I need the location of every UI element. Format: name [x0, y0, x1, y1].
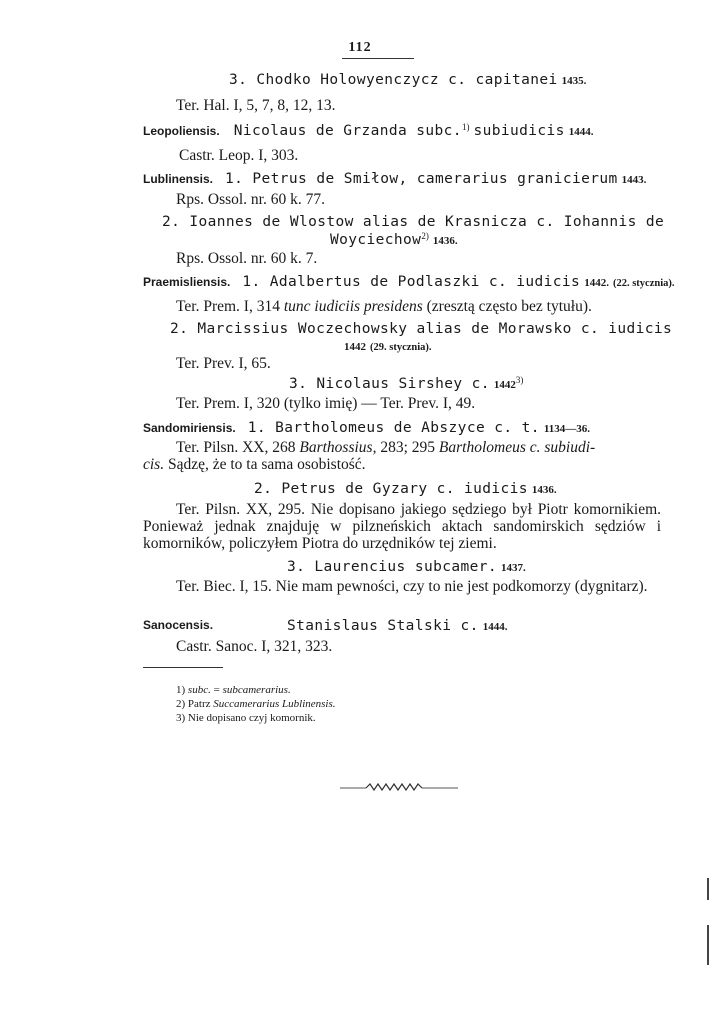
region-label-sanocensis: Sanocensis. — [143, 618, 214, 632]
entry-praemisliensis-2-line1: 2. Marcissius Woczechowsky alias de Morawsko c. iudicis — [170, 321, 673, 337]
footnote-mark: 1) — [176, 684, 186, 696]
entry-reference: Rps. Ossol. nr. 60 k. 77. — [176, 191, 325, 208]
entry-year: 1444. — [482, 621, 508, 633]
note-part: 283; 295 — [380, 439, 436, 456]
ref-part: Ter. Prem. I, 314 — [176, 298, 280, 315]
note-part-italic: cis. — [143, 456, 165, 473]
entry-name: Stanislaus Stalski c. — [287, 618, 479, 634]
scan-edge-mark — [707, 878, 709, 900]
entry-sanocensis — [287, 617, 507, 635]
footnote-text: subcamerarius. — [222, 684, 291, 696]
note-part-italic: Barthossius, — [299, 439, 377, 456]
entry-name: 3. Chodko Holowyenczycz c. capitanei — [229, 72, 558, 88]
entry-name: 1. Bartholomeus de Abszyce c. t. — [247, 420, 540, 436]
footnote-mark: 2) — [176, 698, 186, 710]
note-part: Sądzę, że to ta sama osobistość. — [167, 456, 366, 473]
entry-praemisliensis-3 — [289, 375, 523, 393]
footnote-2 — [176, 698, 336, 710]
entry-sandomiriensis-2 — [254, 480, 557, 498]
footnote-text: subc. — [187, 684, 211, 696]
entry-name: 1. Adalbertus de Podlaszki c. iudicis — [242, 274, 581, 290]
entry-reference: Ter. Hal. I, 5, 7, 8, 12, 13. — [176, 97, 336, 114]
footnote-1 — [176, 684, 291, 696]
footnote-text: = — [213, 684, 220, 696]
entry-year: 1442 — [493, 379, 516, 391]
entry-praemisliensis-1 — [143, 273, 674, 291]
entry-name: 1. Petrus de Smiłow, camerarius granicierum — [225, 171, 618, 187]
entry-year: 1442 — [344, 341, 366, 353]
note-part-italic: Bartholomeus c. subiudi- — [438, 439, 596, 456]
entry-hal-3 — [229, 71, 586, 89]
entry-sandomiriensis-3 — [287, 558, 526, 576]
footnote-rule — [143, 667, 223, 668]
entry-year: 1436. — [531, 484, 557, 496]
footnote-mark: 3) — [515, 375, 524, 385]
region-label: Sandomiriensis. — [143, 421, 236, 435]
page-number: 112 — [348, 40, 372, 55]
footnote-text: Succamerarius Lublinensis. — [213, 698, 336, 710]
entry-name: Woyciechow — [330, 232, 422, 248]
end-ornament-icon — [340, 780, 460, 794]
note-part: Ter. Pilsn. XX, 268 — [176, 439, 296, 456]
entry-title: subiudicis — [473, 123, 565, 139]
entry-year: 1437. — [500, 562, 526, 574]
entry-note-line1 — [176, 439, 595, 457]
entry-name: Nicolaus de Grzanda subc. — [233, 123, 462, 139]
entry-lublinensis-2-line1: 2. Ioannes de Wlostow alias de Krasnicza c. Iohannis de — [162, 214, 665, 230]
entry-reference: Ter. Prev. I, 65. — [176, 355, 271, 372]
entry-note: Ter. Biec. I, 15. Nie mam pewności, czy to nie jest podkomorzy (dygnitarz). — [176, 578, 648, 595]
region-label: Lublinensis. — [143, 172, 214, 186]
entry-note: Ter. Pilsn. XX, 295. Nie dopisano jakiego sędziego był Piotr komornikiem. Ponieważ jednak znajduję w pilzneńskich aktach sandomirskich sędziów i komorników, policzyłem Piotra do urzędników tej ziemi. — [143, 501, 661, 552]
footnote-mark: 3) — [176, 712, 186, 724]
entry-reference: Ter. Prem. I, 320 (tylko imię) — Ter. Prev. I, 49. — [176, 395, 476, 412]
region-label: Leopoliensis. — [143, 124, 220, 138]
entry-reference — [176, 298, 592, 316]
entry-name: 2. Petrus de Gyzary c. iudicis — [254, 481, 528, 497]
entry-date: (22. stycznia). — [612, 278, 675, 289]
footnote-text: Patrz — [187, 698, 211, 710]
footnote-mark: 2) — [421, 231, 429, 241]
entry-leopoliensis — [143, 122, 594, 140]
entry-reference: Castr. Leop. I, 303. — [179, 147, 299, 164]
entry-year: 1442. — [584, 277, 609, 289]
entry-date: (29. stycznia). — [370, 342, 432, 353]
entry-year: 1443. — [621, 174, 647, 186]
entry-praemisliensis-2-line2 — [344, 337, 432, 355]
entry-reference: Castr. Sanoc. I, 321, 323. — [176, 638, 333, 655]
entry-name: 3. Nicolaus Sirshey c. — [289, 376, 490, 392]
ref-part: (zresztą często bez tytułu). — [426, 298, 592, 315]
scan-edge-mark — [707, 925, 709, 965]
page-number-rule — [342, 58, 414, 59]
entry-name: 3. Laurencius subcamer. — [287, 559, 497, 575]
entry-lublinensis-1 — [143, 170, 646, 188]
entry-year: 1436. — [432, 235, 458, 247]
entry-lublinensis-2-line2 — [330, 231, 458, 249]
footnote-mark: 1) — [461, 122, 470, 132]
entry-reference: Rps. Ossol. nr. 60 k. 7. — [176, 250, 318, 267]
entry-year: 1134—36. — [543, 423, 591, 435]
ref-part-italic: tunc iudiciis presidens — [283, 298, 423, 315]
entry-sandomiriensis-1 — [143, 419, 590, 437]
entry-year: 1444. — [568, 126, 594, 138]
footnote-3 — [176, 712, 316, 724]
footnote-text: Nie dopisano czyj komornik. — [187, 712, 316, 724]
region-label: Praemisliensis. — [143, 275, 231, 289]
entry-year: 1435. — [561, 75, 587, 87]
entry-note-line2 — [143, 456, 366, 474]
